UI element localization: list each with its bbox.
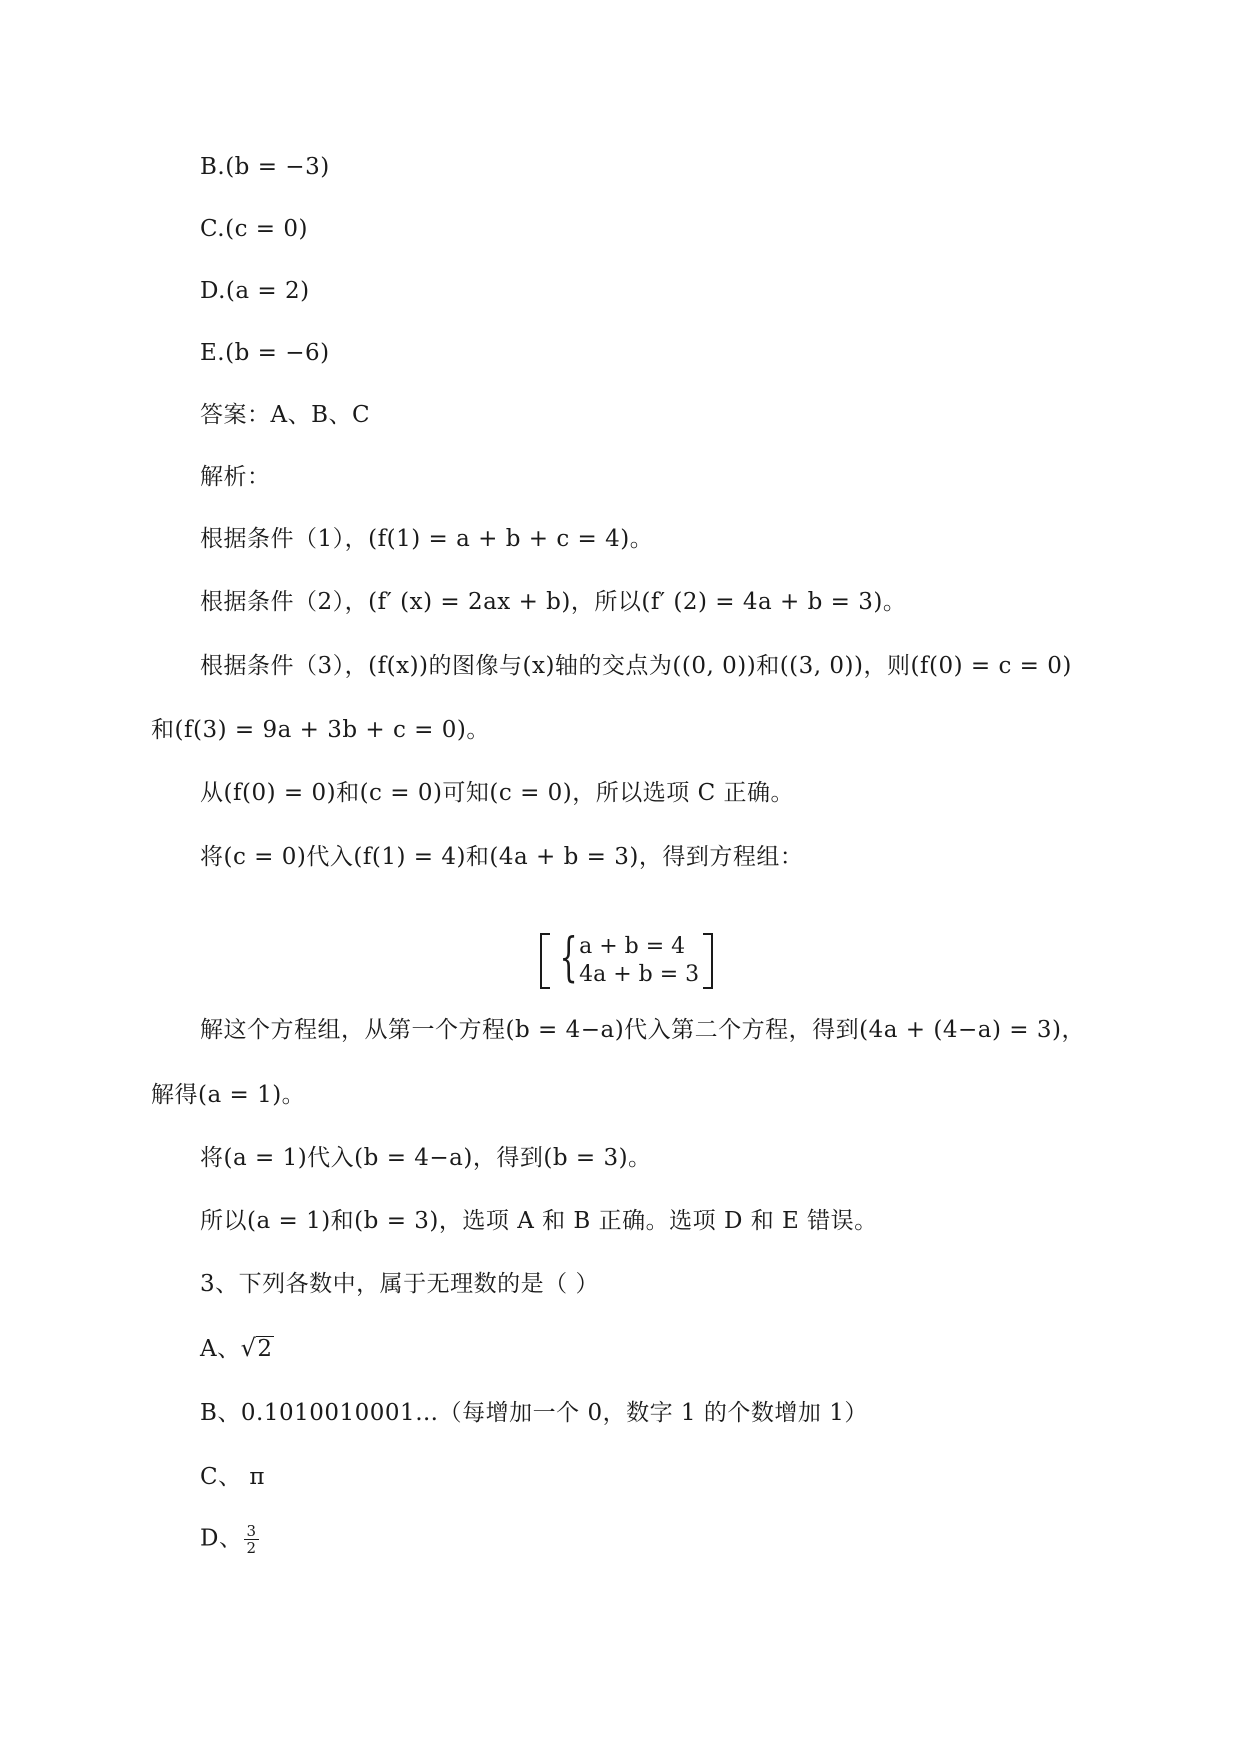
analysis-paragraph-3-cont: 和(f(3) = 9a + 3b + c = 0)。 <box>151 717 490 743</box>
analysis-paragraph-4: 从(f(0) = 0)和(c = 0)可知(c = 0)，所以选项 C 正确。 <box>200 780 794 806</box>
analysis-paragraph-3: 根据条件（3），(f(x))的图像与(x)轴的交点为((0, 0))和((3, 0))，则(f(0) = c = 0) <box>200 653 1072 679</box>
option-d: D.(a = 2) <box>200 278 310 304</box>
question-3-option-c: C、 π <box>200 1464 266 1490</box>
analysis-paragraph-5: 将(c = 0)代入(f(1) = 4)和(4a + b = 3)，得到方程组： <box>200 844 804 870</box>
question-3-option-a <box>200 1333 274 1364</box>
fraction <box>244 1523 258 1556</box>
analysis-paragraph-8: 所以(a = 1)和(b = 3)，选项 A 和 B 正确。选项 D 和 E 错误。 <box>200 1208 878 1234</box>
right-bracket <box>703 933 713 989</box>
equation-1: a + b = 4 <box>579 934 686 959</box>
sqrt-radicand: 2 <box>257 1336 273 1362</box>
equation-list <box>579 933 699 989</box>
option-e: E.(b = −6) <box>200 340 330 366</box>
equation-2: 4a + b = 3 <box>579 962 700 987</box>
left-brace: { <box>559 928 578 988</box>
question-3-stem: 3、下列各数中，属于无理数的是（ ） <box>200 1271 599 1297</box>
answer-line: 答案：A、B、C <box>200 402 371 428</box>
option-a-prefix: A、 <box>200 1336 241 1362</box>
analysis-paragraph-2: 根据条件（2），(f′ (x) = 2ax + b)，所以(f′ (2) = 4a + b = 3)。 <box>200 589 907 615</box>
analysis-label: 解析： <box>200 464 271 490</box>
analysis-paragraph-6: 解这个方程组，从第一个方程(b = 4−a)代入第二个方程，得到(4a + (4−a) = 3)， <box>200 1017 1085 1043</box>
option-c: C.(c = 0) <box>200 216 308 242</box>
analysis-paragraph-6-cont: 解得(a = 1)。 <box>151 1082 306 1108</box>
fraction-denominator: 2 <box>246 1539 257 1557</box>
option-d-prefix: D、 <box>200 1525 243 1552</box>
question-3-option-b: B、0.1010010001…（每增加一个 0，数字 1 的个数增加 1） <box>200 1400 868 1426</box>
analysis-paragraph-7: 将(a = 1)代入(b = 4−a)，得到(b = 3)。 <box>200 1145 652 1171</box>
analysis-paragraph-1: 根据条件（1），(f(1) = a + b + c = 4)。 <box>200 526 654 552</box>
sqrt-symbol: √ <box>240 1334 257 1362</box>
question-3-option-d <box>200 1523 259 1556</box>
sqrt-expression <box>241 1333 274 1364</box>
equation-system <box>540 930 713 992</box>
fraction-numerator: 3 <box>246 1522 257 1540</box>
left-bracket <box>540 933 550 989</box>
option-b: B.(b = −3) <box>200 154 330 180</box>
